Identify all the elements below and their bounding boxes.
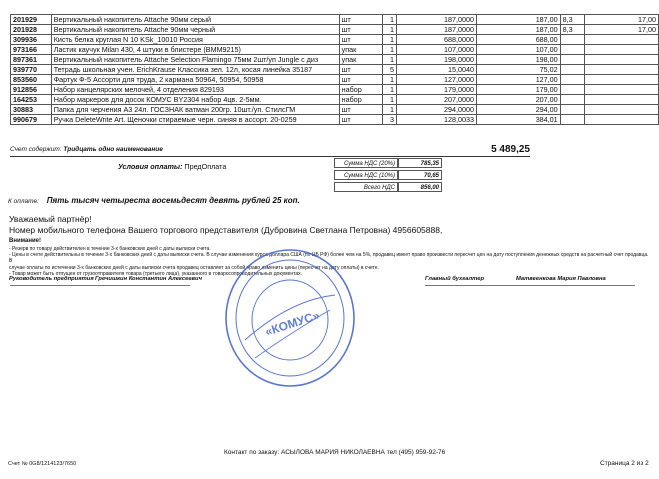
cell-vat-sum <box>584 75 658 85</box>
cell-price: 179,0000 <box>397 85 477 95</box>
cell-name: Ластик каучук Milan 430, 4 штуки в блистере (BMM9215) <box>51 45 339 55</box>
vat10-label: Сумма НДС (10%) <box>334 170 398 180</box>
cell-name: Папка для черчения А3 24л. ГОСЗНАК ватман 200гр. 10шт./уп. СтилсГМ <box>51 105 339 115</box>
cell-vat <box>560 115 584 125</box>
cell-qty: 3 <box>382 115 396 125</box>
table-row <box>11 105 659 115</box>
cell-vat <box>560 95 584 105</box>
table-row <box>11 85 659 95</box>
cell-qty: 1 <box>382 45 396 55</box>
cell-unit: шт <box>339 25 382 35</box>
cell-unit: шт <box>339 75 382 85</box>
cell-vat <box>560 75 584 85</box>
cell-code: 30883 <box>11 105 52 115</box>
table-row <box>11 75 659 85</box>
cell-vat-sum <box>584 115 658 125</box>
cell-name: Набор маркеров для досок КОМУС BY2304 набор 4цв. 2-5мм. <box>51 95 339 105</box>
stamp-name: «КОМУС» <box>263 308 322 339</box>
cell-code: 990679 <box>11 115 52 125</box>
cell-code: 201928 <box>11 25 52 35</box>
cell-name: Кисть белка круглая N 10 KSk_10010 Россия <box>51 35 339 45</box>
cell-price: 15,0040 <box>397 65 477 75</box>
attention-heading: Внимание! <box>9 238 41 244</box>
cell-unit: шт <box>339 115 382 125</box>
cell-sum: 187,00 <box>477 25 561 35</box>
cell-name: Тетрадь школьная учен. ErichKrause Классика зел. 12л, косая линейка 35187 <box>51 65 339 75</box>
cell-vat-sum <box>584 105 658 115</box>
cell-vat-sum <box>584 95 658 105</box>
cell-name: Ручка DeleteWrite Art. Щеночки стираемые черн. синяя в ассорт. 20-0259 <box>51 115 339 125</box>
cell-code: 309936 <box>11 35 52 45</box>
cell-sum: 198,00 <box>477 55 561 65</box>
to-pay: К оплате: Пять тысяч четыреста восемьдесят девять рублей 25 коп. <box>8 196 300 205</box>
cell-vat-sum <box>584 35 658 45</box>
cell-qty: 1 <box>382 85 396 95</box>
cell-unit: набор <box>339 95 382 105</box>
table-row <box>11 45 659 55</box>
cell-vat-sum <box>584 65 658 75</box>
cell-name: Вертикальный накопитель Attache 90мм серый <box>51 15 339 25</box>
cell-name: Вертикальный накопитель Attache 90мм черный <box>51 25 339 35</box>
cell-code: 912856 <box>11 85 52 95</box>
cell-qty: 1 <box>382 75 396 85</box>
cell-code: 853560 <box>11 75 52 85</box>
cell-unit: шт <box>339 15 382 25</box>
cell-code: 164253 <box>11 95 52 105</box>
vat20-value: 785,35 <box>398 158 442 168</box>
cell-code: 973166 <box>11 45 52 55</box>
cell-vat <box>560 105 584 115</box>
cell-qty: 1 <box>382 55 396 65</box>
cell-price: 294,0000 <box>397 105 477 115</box>
cell-qty: 1 <box>382 25 396 35</box>
cell-vat <box>560 85 584 95</box>
cell-price: 688,0000 <box>397 35 477 45</box>
cell-vat: 8,3 <box>560 25 584 35</box>
cell-vat <box>560 65 584 75</box>
accountant-label: Главный бухгалтер <box>425 276 484 282</box>
manager-line: Номер мобильного телефона Вашего торгового представителя (Дубровина Светлана Петровна) 4956605888, <box>9 225 443 235</box>
cell-code: 939770 <box>11 65 52 75</box>
cell-sum: 75,02 <box>477 65 561 75</box>
grand-total: 5 489,25 <box>491 144 530 155</box>
cell-vat-sum <box>584 45 658 55</box>
page-number: Страница 2 из 2 <box>600 460 649 467</box>
cell-unit: набор <box>339 85 382 95</box>
cell-price: 207,0000 <box>397 95 477 105</box>
cell-qty: 1 <box>382 95 396 105</box>
cell-sum: 384,01 <box>477 115 561 125</box>
cell-price: 187,0000 <box>397 15 477 25</box>
cell-sum: 207,00 <box>477 95 561 105</box>
accountant-name: Матвеенкова Мария Павловна <box>516 276 606 282</box>
cell-qty: 1 <box>382 105 396 115</box>
cell-sum: 179,00 <box>477 85 561 95</box>
cell-unit: шт <box>339 35 382 45</box>
cell-price: 127,0000 <box>397 75 477 85</box>
cell-vat <box>560 35 584 45</box>
accountant-signature-line <box>425 285 635 286</box>
table-row <box>11 25 659 35</box>
cell-sum: 107,00 <box>477 45 561 55</box>
cell-price: 187,0000 <box>397 25 477 35</box>
cell-qty: 5 <box>382 65 396 75</box>
cell-price: 128,0033 <box>397 115 477 125</box>
director-name: Гречишкин Константин Алексеевич <box>95 276 202 282</box>
cell-price: 198,0000 <box>397 55 477 65</box>
cell-unit: упак <box>339 45 382 55</box>
divider <box>10 156 530 157</box>
table-row <box>11 95 659 105</box>
cell-vat-sum <box>584 85 658 95</box>
table-row <box>11 35 659 45</box>
director-signature-line <box>10 285 190 286</box>
cell-vat-sum <box>584 55 658 65</box>
director-label: Руководитель предприятия <box>9 276 94 282</box>
cell-vat-sum: 17,00 <box>584 25 658 35</box>
vat-total-label: Всего НДС <box>334 182 398 192</box>
cell-vat-sum: 17,00 <box>584 15 658 25</box>
cell-qty: 1 <box>382 35 396 45</box>
vat20-label: Сумма НДС (20%) <box>334 158 398 168</box>
cell-sum: 127,00 <box>477 75 561 85</box>
cell-price: 107,0000 <box>397 45 477 55</box>
table-row <box>11 115 659 125</box>
cell-code: 201929 <box>11 15 52 25</box>
count-line: Счет содержит: Тридцать одно наименование <box>10 146 163 153</box>
cell-vat: 8,3 <box>560 15 584 25</box>
cell-unit: шт <box>339 105 382 115</box>
cell-unit: шт <box>339 65 382 75</box>
vat10-value: 70,65 <box>398 170 442 180</box>
cell-code: 897361 <box>11 55 52 65</box>
notes: - Резерв по товару действителен в течение 3-х банковских дней с даты выписки счета. - Цены в счете действительны в течение 3-х банковских дней с даты выписки счета. В случае изменения курса доллара США (по ЦБ РФ) более чем на 5%, продавец имеет право произвести пересчет цен на дату поступления денежных средств на расчетный счет продавца. В случае оплаты по истечении 3-х банковских дней с даты выписки счета продавец оставляет за собой право изменить цены (пересчет на дату оплаты) в счете. - Товар может быть отпущен от грузоотправителя товара (третьего лица), указанного в товаросопроводительных документах. <box>9 246 649 277</box>
cell-qty: 1 <box>382 15 396 25</box>
vat-total-value: 856,00 <box>398 182 442 192</box>
company-stamp <box>215 240 365 395</box>
invoice-number: Счет № 0G8/1214123/7650 <box>8 461 77 467</box>
payment-terms: Условия оплаты: ПредОплата <box>118 162 227 171</box>
table-row <box>11 65 659 75</box>
cell-sum: 688,00 <box>477 35 561 45</box>
cell-unit: упак <box>339 55 382 65</box>
cell-sum: 187,00 <box>477 15 561 25</box>
cell-name: Набор канцелярских мелочей, 4 отделения 829193 <box>51 85 339 95</box>
order-contact: Контакт по заказу: АСЫЛОВА МАРИЯ НИКОЛАЕВНА тел (495) 959-92-76 <box>224 449 446 456</box>
cell-vat <box>560 45 584 55</box>
cell-sum: 294,00 <box>477 105 561 115</box>
table-row <box>11 55 659 65</box>
cell-name: Фартук Ф-5 Ассорти для труда, 2 кармана 50964, 50954, 50958 <box>51 75 339 85</box>
items-table <box>10 14 659 125</box>
greeting: Уважаемый партнёр! <box>9 214 92 224</box>
cell-name: Вертикальный накопитель Attache Selection Flamingo 75мм 2шт/уп Jungle с диз <box>51 55 339 65</box>
table-row <box>11 15 659 25</box>
cell-vat <box>560 55 584 65</box>
